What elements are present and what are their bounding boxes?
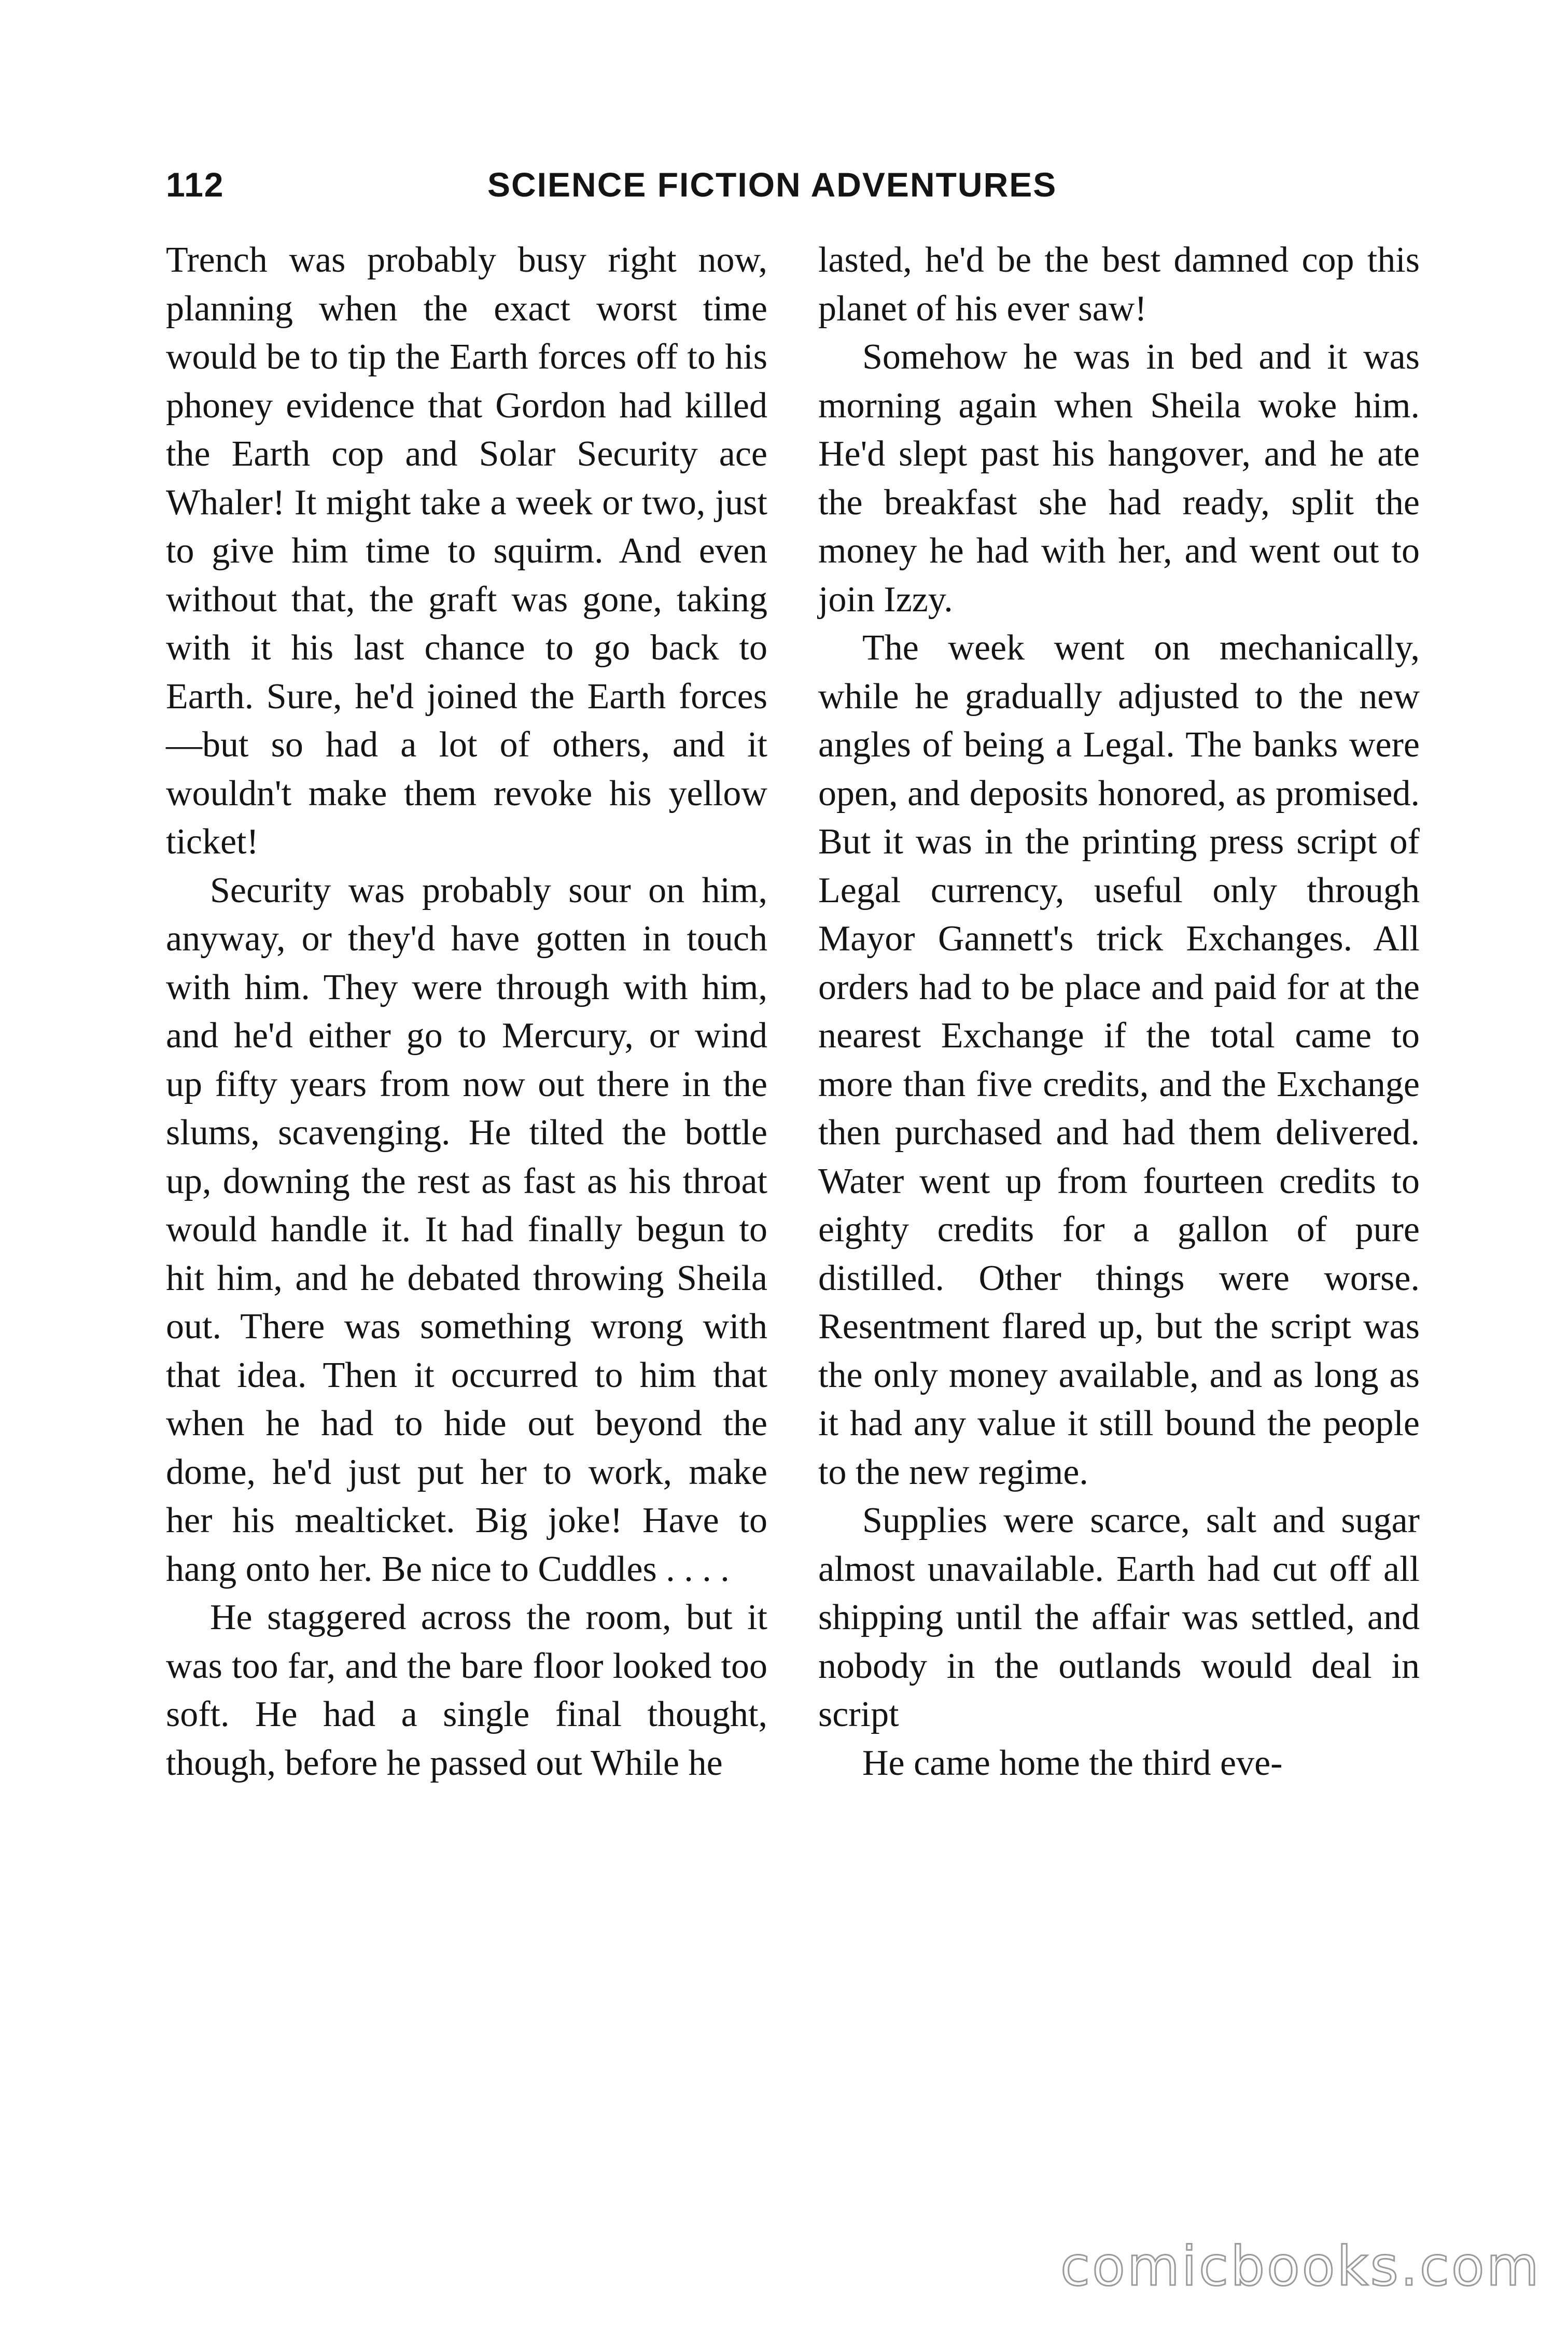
paragraph: He came home the third eve- [862,1743,1283,1783]
paragraph: Trench was probably busy right now, planning when the exact worst time would be to tip the Earth forces off to his phoney evidence that Gordon had killed the Earth cop and Solar Security ace Whaler! It might take a week or two, just to give him time to squirm. And even without that, the graft was gone, taking with it his last chance to go back to Earth. Sure, he'd joined the Earth forces—but so had a lot of others, and it wouldn't make them revoke his yellow ticket! [166,240,767,862]
paragraph: lasted, he'd be the best damned cop this planet of his ever saw! [818,240,1420,329]
paragraph: Somehow he was in bed and it was morning again when Sheila woke him. He'd slept past his hangover, and he ate the breakfast she had ready, split the money he had with her, and went out to join Izzy. [818,337,1420,620]
watermark: comicbooks.com [1060,2235,1541,2298]
right-column [818,236,1420,1787]
page-header [166,165,1462,217]
paragraph: The week went on mechanically, while he gradually adjusted to the new angles of being a Legal. The banks were open, and deposits honored, as promised. But it was in the printing press script of Legal currency, useful only through Mayor Gannett's trick Exchanges. All orders had to be place and paid for at the nearest Exchange if the total came to more than five credits, and the Exchange then purchased and had them delivered. Water went up from fourteen credits to eighty credits for a gallon of pure distilled. Other things were worse. Resentment flared up, but the script was the only money available, and as long as it had any value it still bound the people to the new regime. [818,628,1420,1492]
paragraph: Supplies were scarce, salt and sugar almost unavailable. Earth had cut off all shipping until the affair was settled, and nobody in the outlands would deal in script [818,1501,1420,1734]
running-title: SCIENCE FICTION ADVENTURES [487,165,1057,204]
page-number: 112 [166,165,225,204]
left-column [166,236,767,1787]
paragraph: Security was probably sour on him, anyway, or they'd have gotten in touch with him. They were through with him, and he'd either go to Mercury, or wind up fifty years from now out there in the slums, scavenging. He tilted the bottle up, downing the rest as fast as his throat would handle it. It had finally begun to hit him, and he debated throwing Sheila out. There was something wrong with that idea. Then it occurred to him that when he had to hide out beyond the dome, he'd just put her to work, make her his mealticket. Big joke! Have to hang onto her. Be nice to Cuddles . . . . [166,870,767,1589]
paragraph: He staggered across the room, but it was too far, and the bare floor looked too soft. He had a single final thought, though, before he passed out While he [166,1597,767,1783]
